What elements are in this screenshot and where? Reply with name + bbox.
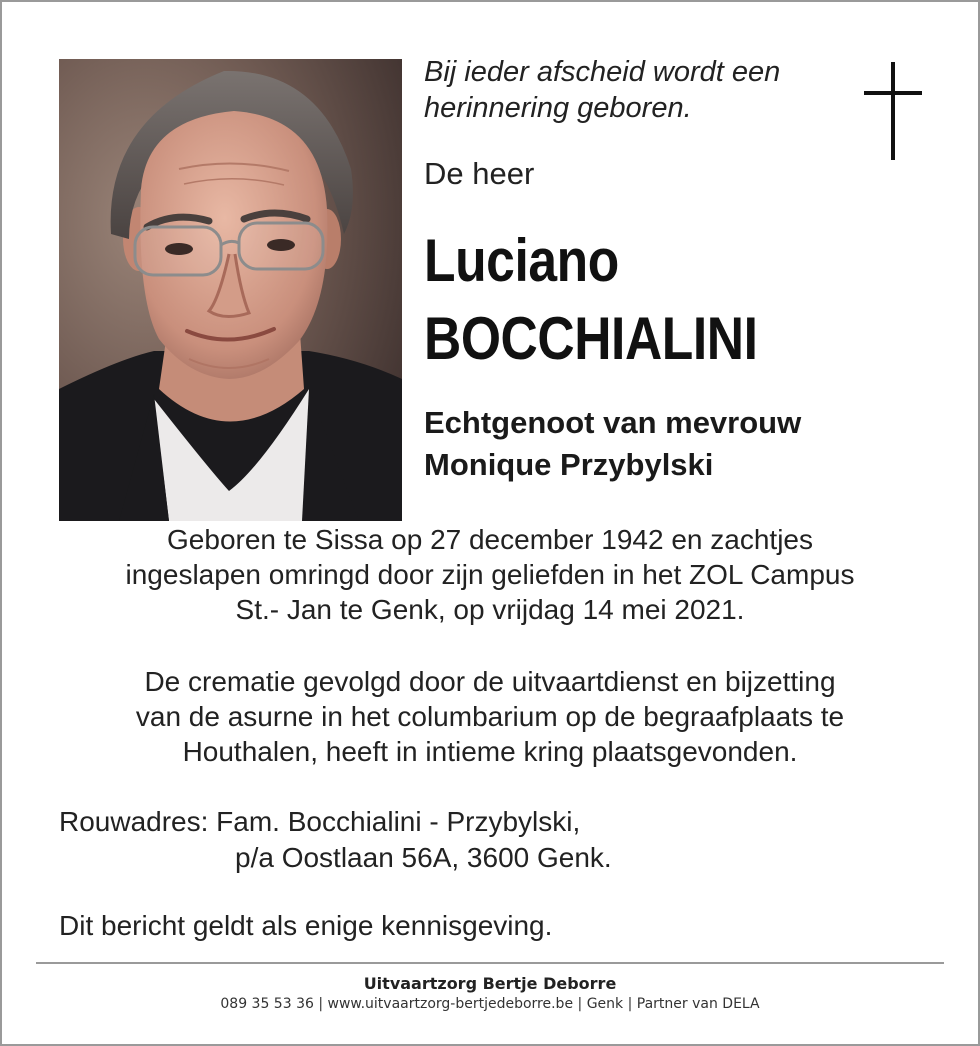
cremation-line-3: Houthalen, heeft in intieme kring plaatsgevonden. <box>182 736 798 767</box>
notice-text: Dit bericht geldt als enige kennisgeving. <box>59 910 553 941</box>
footer-contact <box>0 996 980 1012</box>
footer-separator: | <box>623 996 637 1012</box>
mourning-address <box>59 804 612 876</box>
cremation-line-2: van de asurne in het columbarium op de begraafplaats te <box>135 701 845 732</box>
cross-icon <box>864 62 922 160</box>
portrait-image <box>59 59 402 521</box>
deceased-name <box>424 222 758 378</box>
first-name: Luciano <box>424 227 619 294</box>
spouse-line-1: Echtgenoot van mevrouw <box>424 405 802 440</box>
cremation-line-1: De crematie gevolgd door de uitvaartdienst en bijzetting <box>144 666 836 697</box>
footer-city: Genk <box>586 996 624 1012</box>
birth-line-3: St.- Jan te Genk, op vrijdag 14 mei 2021. <box>235 594 745 625</box>
footer-website-link[interactable]: www.uitvaartzorg-bertjedeborre.be <box>327 996 574 1012</box>
footer-separator: | <box>313 996 328 1012</box>
funeral-home-name: Uitvaartzorg Bertje Deborre <box>363 974 617 993</box>
footer-phone: 089 35 53 36 <box>220 996 314 1012</box>
address-line-2: p/a Oostlaan 56A, 3600 Genk. <box>235 842 612 873</box>
motto-quote <box>424 54 844 126</box>
cremation-paragraph <box>20 664 960 769</box>
footer-separator: | <box>573 996 587 1012</box>
motto-line-1: Bij ieder afscheid wordt een <box>424 56 781 88</box>
birth-line-1: Geboren te Sissa op 27 december 1942 en zachtjes <box>167 524 813 555</box>
spouse-line-2: Monique Przybylski <box>424 447 714 482</box>
spouse-info <box>424 402 801 486</box>
last-name: BOCCHIALINI <box>424 305 758 372</box>
title-prefix: De heer <box>424 156 535 191</box>
footer-divider <box>36 962 944 964</box>
address-line-1: Rouwadres: Fam. Bocchialini - Przybylski, <box>59 806 581 837</box>
footer-partner: Partner van DELA <box>636 996 760 1012</box>
portrait-photo <box>59 59 402 521</box>
birth-paragraph <box>20 522 960 627</box>
motto-line-2: herinnering geboren. <box>424 92 692 124</box>
birth-line-2: ingeslapen omringd door zijn geliefden in het ZOL Campus <box>125 559 855 590</box>
